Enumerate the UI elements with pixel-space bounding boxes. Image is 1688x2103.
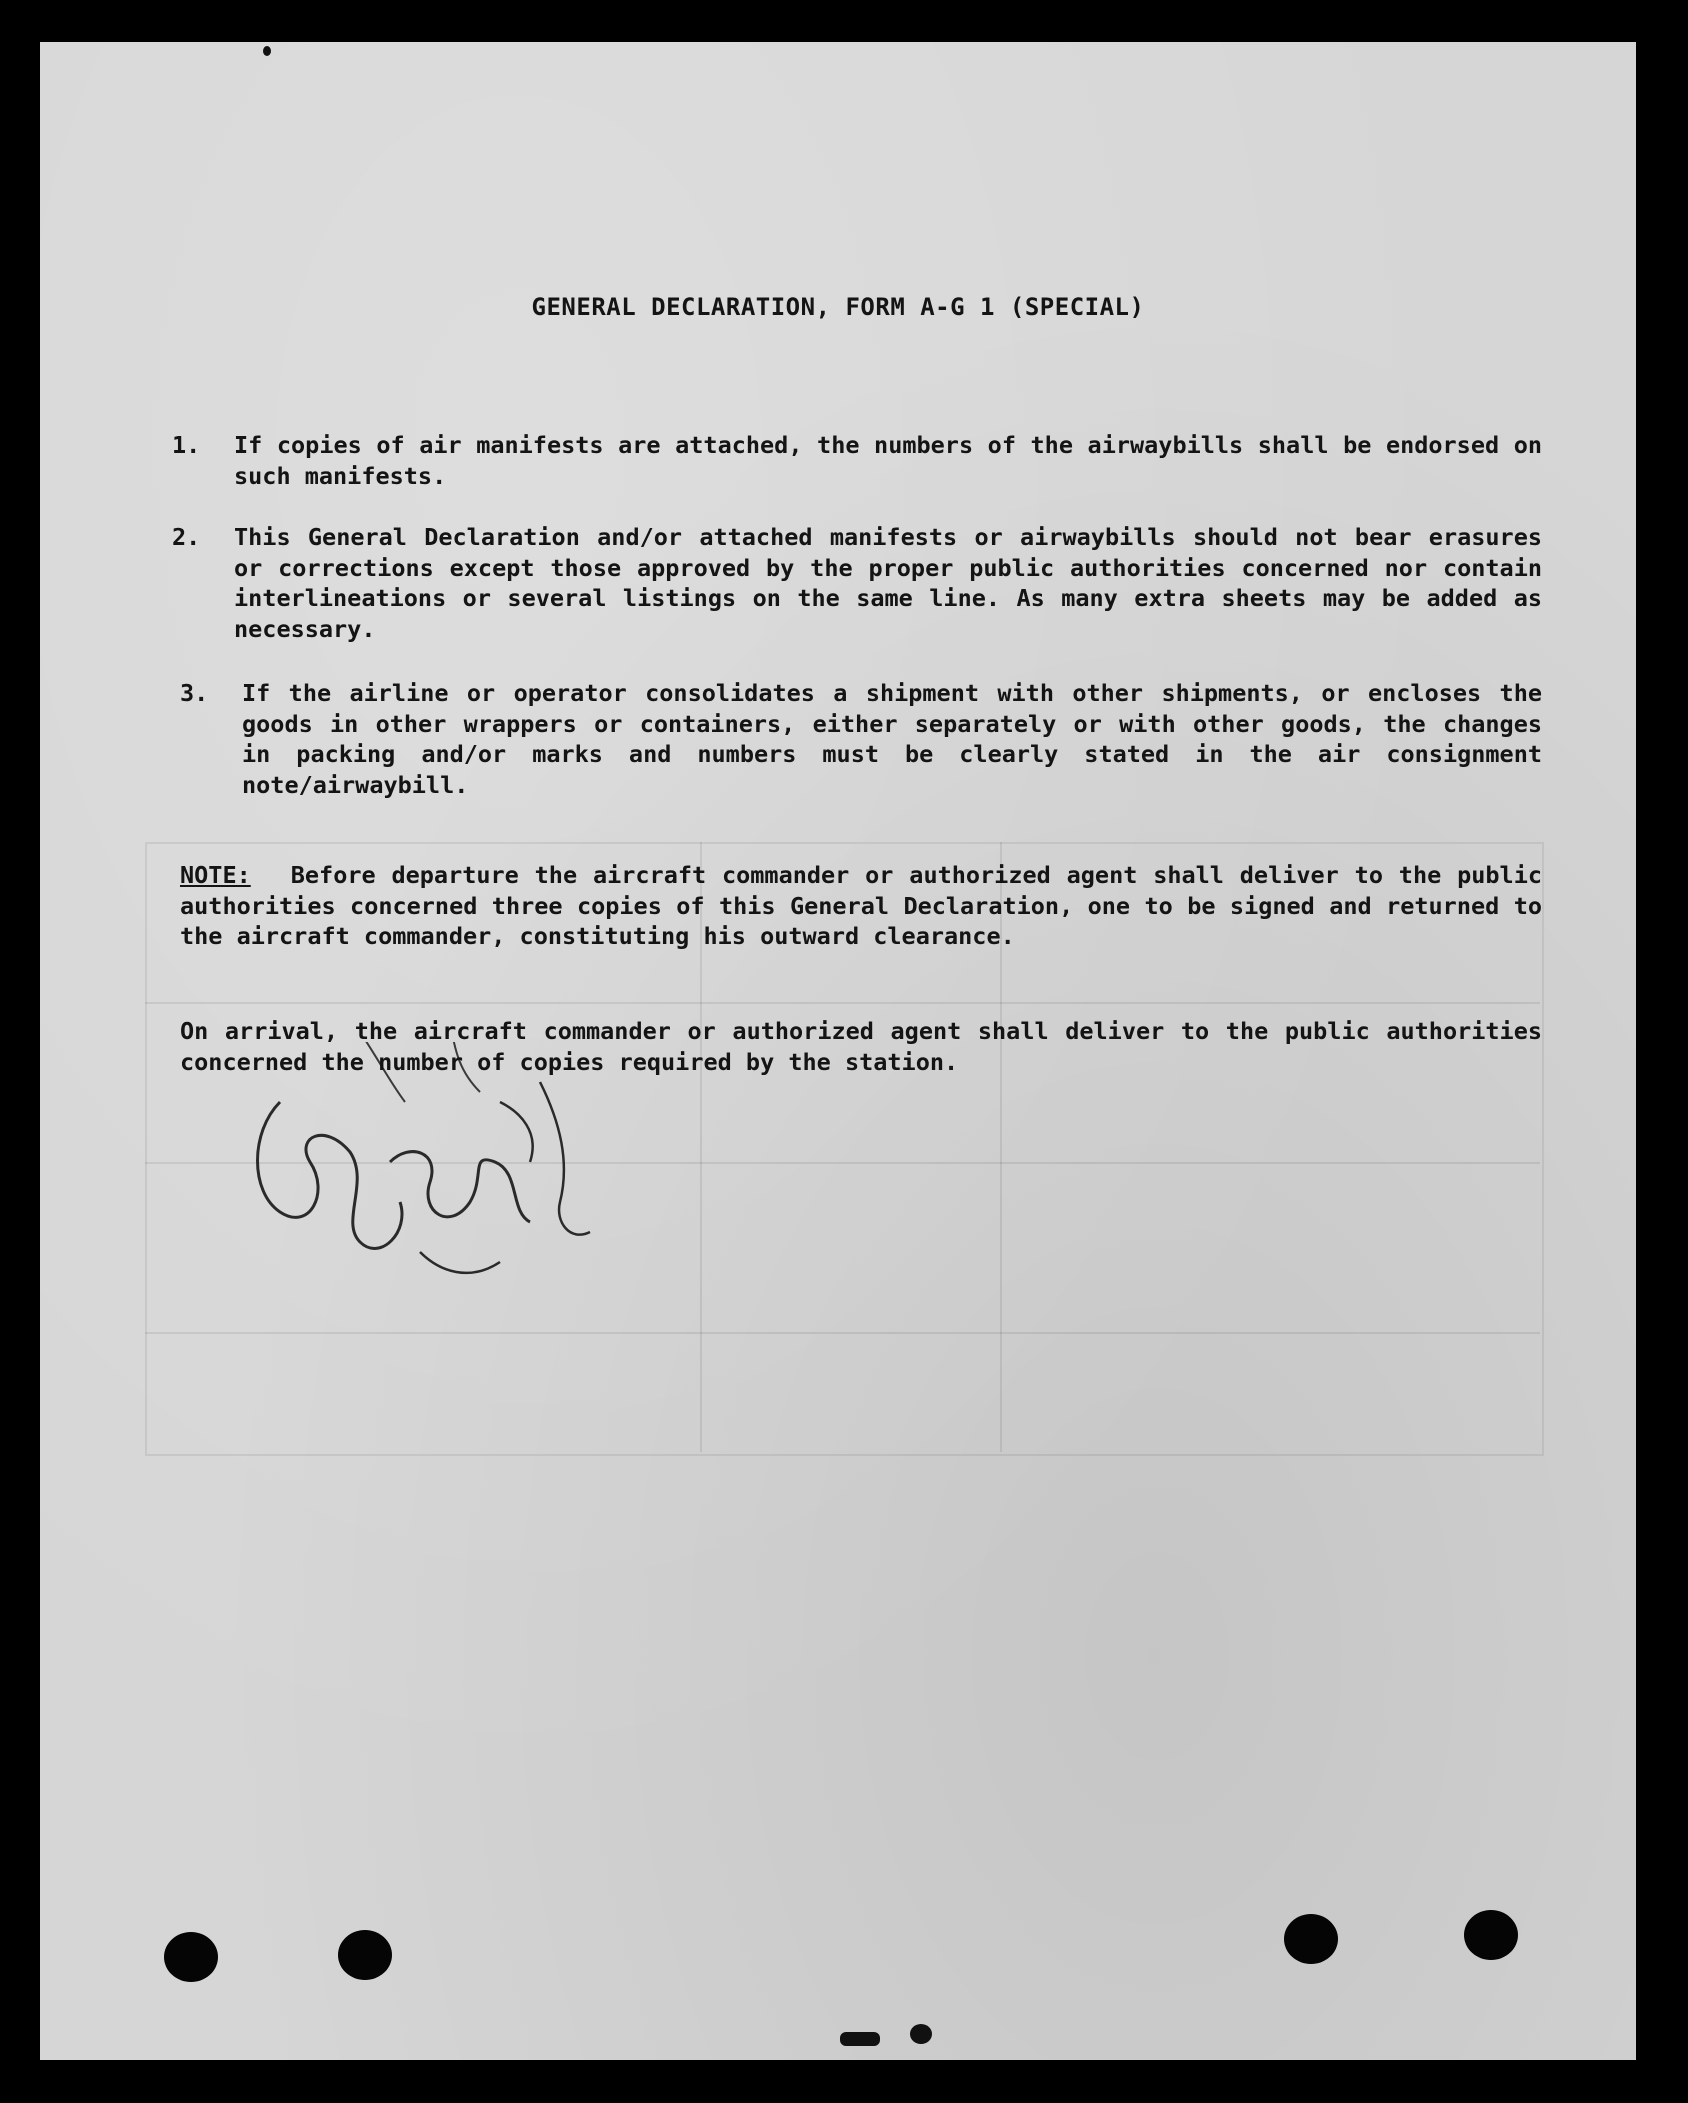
list-item-text: If the airline or operator consolidates a shipment with other shipments, or encloses the goods in other wrappers or containers, either separately or with other goods, the changes in packing and/or marks and numbers must be clearly stated in the air consignment note/airwaybill.	[242, 679, 1542, 799]
list-item	[172, 522, 1542, 644]
list-item-number: 1.	[172, 431, 201, 459]
note-text: Before departure the aircraft commander or authorized agent shall deliver to the public authorities concerned three copies of this General Declaration, one to be signed and returned to the aircraft commander, constituting his outward clearance.	[180, 861, 1542, 950]
list-item-text: This General Declaration and/or attached manifests or airwaybills should not bear erasures or corrections except those approved by the proper public authorities concerned nor contain interlineations or several listings on the same line. As many extra sheets may be added as necessary.	[234, 523, 1542, 643]
document-page	[40, 42, 1636, 2060]
note-paragraph	[180, 860, 1542, 952]
list-item	[172, 430, 1542, 491]
arrival-paragraph: On arrival, the aircraft commander or authorized agent shall deliver to the public authorities concerned the number of copies required by the station.	[180, 1017, 1542, 1076]
note-label: NOTE:	[180, 861, 251, 889]
page-title: GENERAL DECLARATION, FORM A-G 1 (SPECIAL)	[531, 293, 1145, 321]
document-body	[40, 42, 1636, 2060]
list-item-number: 3.	[180, 679, 209, 707]
list-item-number: 2.	[172, 523, 201, 551]
list-item-text: If copies of air manifests are attached, the numbers of the airwaybills shall be endorsed on such manifests.	[234, 431, 1542, 490]
list-item	[180, 678, 1542, 800]
